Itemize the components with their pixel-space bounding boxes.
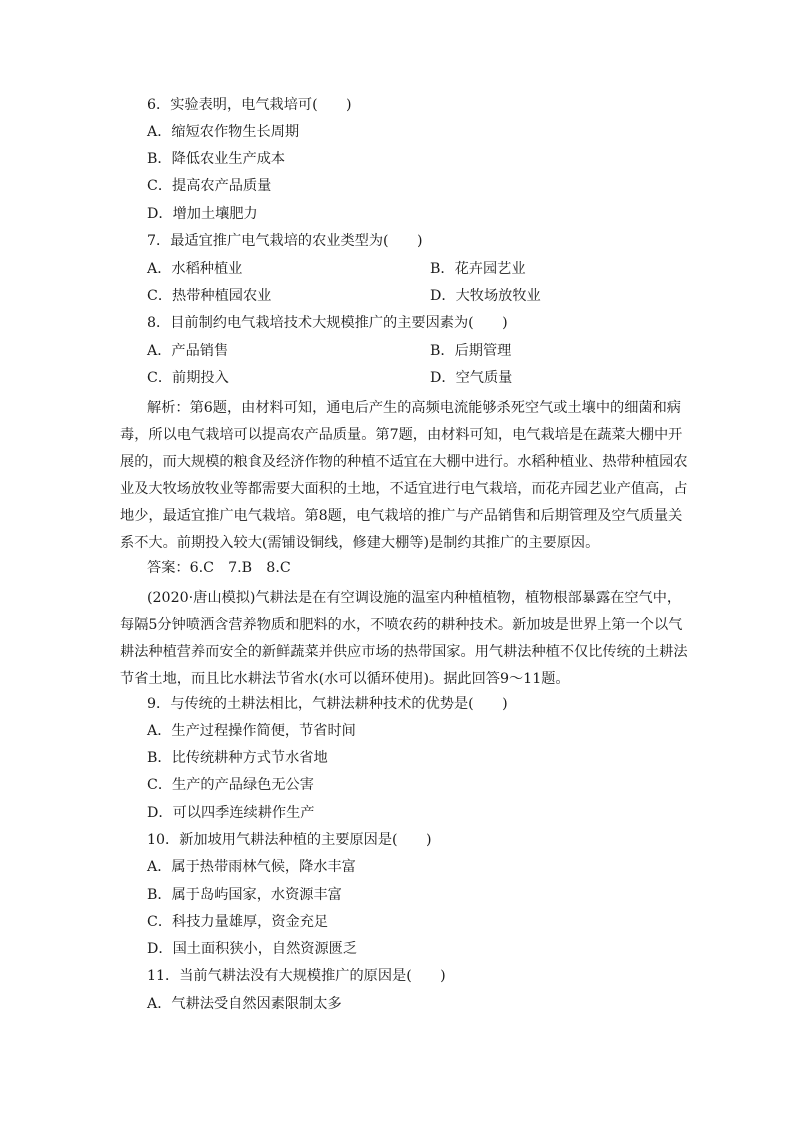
question-10-option-d: D．国土面积狭小，自然资源匮乏 — [147, 941, 358, 957]
material-line: 耕法种植营养而安全的新鲜蔬菜并供应市场的热带国家。用气耕法种植不仅比传统的土耕法 — [120, 644, 688, 660]
question-9-option-b: B．比传统耕种方式节水省地 — [147, 750, 328, 766]
question-6-option-b: B．降低农业生产成本 — [147, 151, 286, 167]
analysis-line: 解析：第6题，由材料可知，通电后产生的高频电流能够杀死空气或土壤中的细菌和病 — [147, 400, 681, 416]
question-7-option-d: D．大牧场放牧业 — [430, 288, 541, 304]
material-paragraph — [120, 585, 688, 693]
question-7-stem: 7．最适宜推广电气栽培的农业类型为( ) — [147, 233, 423, 249]
question-9-option-c: C．生产的产品绿色无公害 — [147, 777, 314, 793]
analysis-line: 系不大。前期投入较大(需铺设铜线，修建大棚等)是制约其推广的主要原因。 — [120, 535, 600, 551]
question-8-option-c: C．前期投入 — [147, 370, 229, 386]
question-10-option-c: C．科技力量雄厚，资金充足 — [147, 914, 329, 930]
analysis-paragraph — [120, 395, 688, 557]
question-6-option-d: D．增加土壤肥力 — [147, 206, 258, 222]
question-6-option-a: A．缩短农作物生长周期 — [147, 124, 300, 140]
question-8-option-b: B．后期管理 — [430, 343, 512, 359]
question-8-stem: 8．目前制约电气栽培技术大规模推广的主要因素为( ) — [147, 315, 508, 331]
analysis-line: 展的，而大规模的粮食及经济作物的种植不适宜在大棚中进行。水稻种植业、热带种植园农 — [120, 454, 688, 470]
analysis-line: 地少，最适宜推广电气栽培。第8题，电气栽培的推广与产品销售和后期管理及空气质量关 — [120, 508, 683, 524]
question-6-option-c: C．提高农产品质量 — [147, 178, 272, 194]
question-9-option-d: D．可以四季连续耕作生产 — [147, 805, 315, 821]
analysis-line: 业及大牧场放牧业等都需要大面积的土地，不适宜进行电气栽培，而花卉园艺业产值高，占 — [120, 481, 688, 497]
question-8-option-a: A．产品销售 — [147, 343, 229, 359]
question-7-option-a: A．水稻种植业 — [147, 261, 243, 277]
question-6-stem: 6．实验表明，电气栽培可( ) — [147, 97, 352, 113]
question-11-option-a: A．气耕法受自然因素限制太多 — [147, 996, 342, 1012]
answer-line: 答案：6.C 7.B 8.C — [147, 560, 291, 576]
question-8-option-d: D．空气质量 — [430, 370, 513, 386]
material-line: 每隔5分钟喷洒含营养物质和肥料的水，不喷农药的耕种技术。新加坡是世界上第一个以气 — [120, 617, 683, 633]
question-9-stem: 9．与传统的土耕法相比，气耕法耕种技术的优势是( ) — [147, 696, 508, 712]
question-10-option-a: A．属于热带雨林气候，降水丰富 — [147, 859, 356, 875]
analysis-line: 毒，所以电气栽培可以提高农产品质量。第7题，由材料可知，电气栽培是在蔬菜大棚中开 — [120, 427, 683, 443]
material-line: 节省土地，而且比水耕法节省水(水可以循环使用)。据此回答9～11题。 — [120, 671, 570, 687]
question-11-stem: 11．当前气耕法没有大规模推广的原因是( ) — [147, 968, 446, 984]
question-10-option-b: B．属于岛屿国家，水资源丰富 — [147, 887, 342, 903]
question-7-option-b: B．花卉园艺业 — [430, 261, 526, 277]
material-line: (2020·唐山模拟)气耕法是在有空调设施的温室内种植植物，植物根部暴露在空气中， — [147, 590, 682, 606]
question-7-option-c: C．热带种植园农业 — [147, 288, 272, 304]
question-10-stem: 10．新加坡用气耕法种植的主要原因是( ) — [147, 832, 432, 848]
question-9-option-a: A．生产过程操作简便，节省时间 — [147, 723, 356, 739]
